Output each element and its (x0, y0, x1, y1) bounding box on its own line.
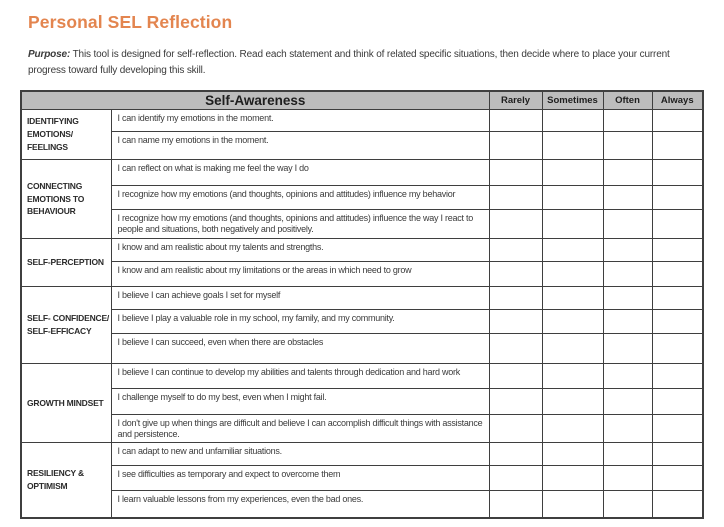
table-row (21, 132, 703, 160)
answer-cell-sometimes[interactable] (542, 364, 603, 389)
statement-cell: I know and am realistic about my limitations or the areas in which need to grow (111, 262, 489, 287)
category-cell-growth-mindset: GROWTH MINDSET (21, 364, 111, 443)
answer-cell-always[interactable] (652, 389, 703, 415)
answer-cell-often[interactable] (603, 491, 652, 518)
table-row (21, 443, 703, 466)
answer-cell-sometimes[interactable] (542, 491, 603, 518)
statement-cell: I see difficulties as temporary and expect to overcome them (111, 466, 489, 491)
answer-cell-always[interactable] (652, 262, 703, 287)
statement-cell: I challenge myself to do my best, even when I might fail. (111, 389, 489, 415)
answer-cell-rarely[interactable] (489, 262, 542, 287)
table-row (21, 364, 703, 389)
answer-cell-rarely[interactable] (489, 364, 542, 389)
statement-cell: I believe I can succeed, even when there are obstacles (111, 334, 489, 364)
answer-cell-sometimes[interactable] (542, 443, 603, 466)
answer-cell-often[interactable] (603, 415, 652, 443)
answer-cell-rarely[interactable] (489, 160, 542, 186)
answer-cell-often[interactable] (603, 287, 652, 310)
answer-cell-often[interactable] (603, 443, 652, 466)
answer-cell-sometimes[interactable] (542, 132, 603, 160)
answer-cell-always[interactable] (652, 287, 703, 310)
category-cell-connecting-emotions: CONNECTING EMOTIONS TO BEHAVIOUR (21, 160, 111, 239)
column-header-rarely: Rarely (489, 91, 542, 110)
answer-cell-rarely[interactable] (489, 334, 542, 364)
answer-cell-sometimes[interactable] (542, 334, 603, 364)
purpose-paragraph (28, 47, 706, 78)
answer-cell-rarely[interactable] (489, 186, 542, 210)
answer-cell-often[interactable] (603, 466, 652, 491)
answer-cell-always[interactable] (652, 364, 703, 389)
table-row (21, 262, 703, 287)
answer-cell-always[interactable] (652, 310, 703, 334)
answer-cell-always[interactable] (652, 466, 703, 491)
answer-cell-often[interactable] (603, 210, 652, 239)
answer-cell-sometimes[interactable] (542, 415, 603, 443)
column-header-often: Often (603, 91, 652, 110)
statement-cell: I learn valuable lessons from my experiences, even the bad ones. (111, 491, 489, 518)
answer-cell-often[interactable] (603, 262, 652, 287)
table-row (21, 389, 703, 415)
answer-cell-rarely[interactable] (489, 110, 542, 132)
answer-cell-always[interactable] (652, 110, 703, 132)
answer-cell-rarely[interactable] (489, 239, 542, 262)
answer-cell-often[interactable] (603, 186, 652, 210)
answer-cell-always[interactable] (652, 491, 703, 518)
table-row (21, 310, 703, 334)
column-header-sometimes: Sometimes (542, 91, 603, 110)
purpose-label: Purpose: (28, 49, 71, 60)
answer-cell-often[interactable] (603, 334, 652, 364)
answer-cell-sometimes[interactable] (542, 239, 603, 262)
table-row (21, 415, 703, 443)
table-row (21, 110, 703, 132)
answer-cell-sometimes[interactable] (542, 262, 603, 287)
answer-cell-always[interactable] (652, 210, 703, 239)
answer-cell-always[interactable] (652, 334, 703, 364)
answer-cell-sometimes[interactable] (542, 210, 603, 239)
answer-cell-always[interactable] (652, 132, 703, 160)
answer-cell-always[interactable] (652, 415, 703, 443)
answer-cell-rarely[interactable] (489, 415, 542, 443)
table-row (21, 334, 703, 364)
answer-cell-rarely[interactable] (489, 310, 542, 334)
answer-cell-often[interactable] (603, 160, 652, 186)
answer-cell-always[interactable] (652, 186, 703, 210)
answer-cell-rarely[interactable] (489, 466, 542, 491)
statement-cell: I know and am realistic about my talents and strengths. (111, 239, 489, 262)
answer-cell-rarely[interactable] (489, 491, 542, 518)
statement-cell: I can reflect on what is making me feel the way I do (111, 160, 489, 186)
statement-cell: I believe I play a valuable role in my school, my family, and my community. (111, 310, 489, 334)
answer-cell-rarely[interactable] (489, 389, 542, 415)
table-row (21, 160, 703, 186)
statement-cell: I don't give up when things are difficult and believe I can accomplish difficult things with assistance and persistence. (111, 415, 489, 443)
answer-cell-often[interactable] (603, 364, 652, 389)
self-awareness-table (20, 90, 704, 519)
answer-cell-sometimes[interactable] (542, 110, 603, 132)
table-row (21, 466, 703, 491)
category-cell-identifying-emotions: IDENTIFYING EMOTIONS/ FEELINGS (21, 110, 111, 160)
answer-cell-sometimes[interactable] (542, 160, 603, 186)
answer-cell-rarely[interactable] (489, 132, 542, 160)
answer-cell-often[interactable] (603, 389, 652, 415)
answer-cell-always[interactable] (652, 160, 703, 186)
answer-cell-often[interactable] (603, 132, 652, 160)
table-row (21, 186, 703, 210)
statement-cell: I recognize how my emotions (and thoughts, opinions and attitudes) influence my behavior (111, 186, 489, 210)
table-row (21, 239, 703, 262)
answer-cell-sometimes[interactable] (542, 466, 603, 491)
answer-cell-often[interactable] (603, 110, 652, 132)
purpose-text: This tool is designed for self-reflection. Read each statement and think of related specific situations, then decide where to place your current progress toward fully developing this skill. (28, 49, 670, 76)
category-cell-resiliency-optimism: RESILIENCY & OPTIMISM (21, 443, 111, 518)
category-cell-self-perception: SELF-PERCEPTION (21, 239, 111, 287)
answer-cell-sometimes[interactable] (542, 186, 603, 210)
column-header-always: Always (652, 91, 703, 110)
answer-cell-sometimes[interactable] (542, 287, 603, 310)
answer-cell-always[interactable] (652, 239, 703, 262)
answer-cell-sometimes[interactable] (542, 389, 603, 415)
statement-cell: I can name my emotions in the moment. (111, 132, 489, 160)
answer-cell-rarely[interactable] (489, 287, 542, 310)
table-row (21, 287, 703, 310)
answer-cell-always[interactable] (652, 443, 703, 466)
statement-cell: I recognize how my emotions (and thoughts, opinions and attitudes) influence the way I react to people and situations, both negatively and positively. (111, 210, 489, 239)
statement-cell: I believe I can continue to develop my abilities and talents through dedication and hard work (111, 364, 489, 389)
section-title: Self-Awareness (21, 91, 489, 110)
statement-cell: I can identify my emotions in the moment. (111, 110, 489, 132)
statement-cell: I believe I can achieve goals I set for myself (111, 287, 489, 310)
statement-cell: I can adapt to new and unfamiliar situations. (111, 443, 489, 466)
answer-cell-sometimes[interactable] (542, 310, 603, 334)
answer-cell-often[interactable] (603, 239, 652, 262)
answer-cell-rarely[interactable] (489, 443, 542, 466)
page-title: Personal SEL Reflection (28, 12, 233, 32)
table-row (21, 210, 703, 239)
table-row (21, 491, 703, 518)
category-cell-self-confidence: SELF- CONFIDENCE/ SELF-EFFICACY (21, 287, 111, 364)
answer-cell-rarely[interactable] (489, 210, 542, 239)
answer-cell-often[interactable] (603, 310, 652, 334)
table-header-row (21, 91, 703, 110)
